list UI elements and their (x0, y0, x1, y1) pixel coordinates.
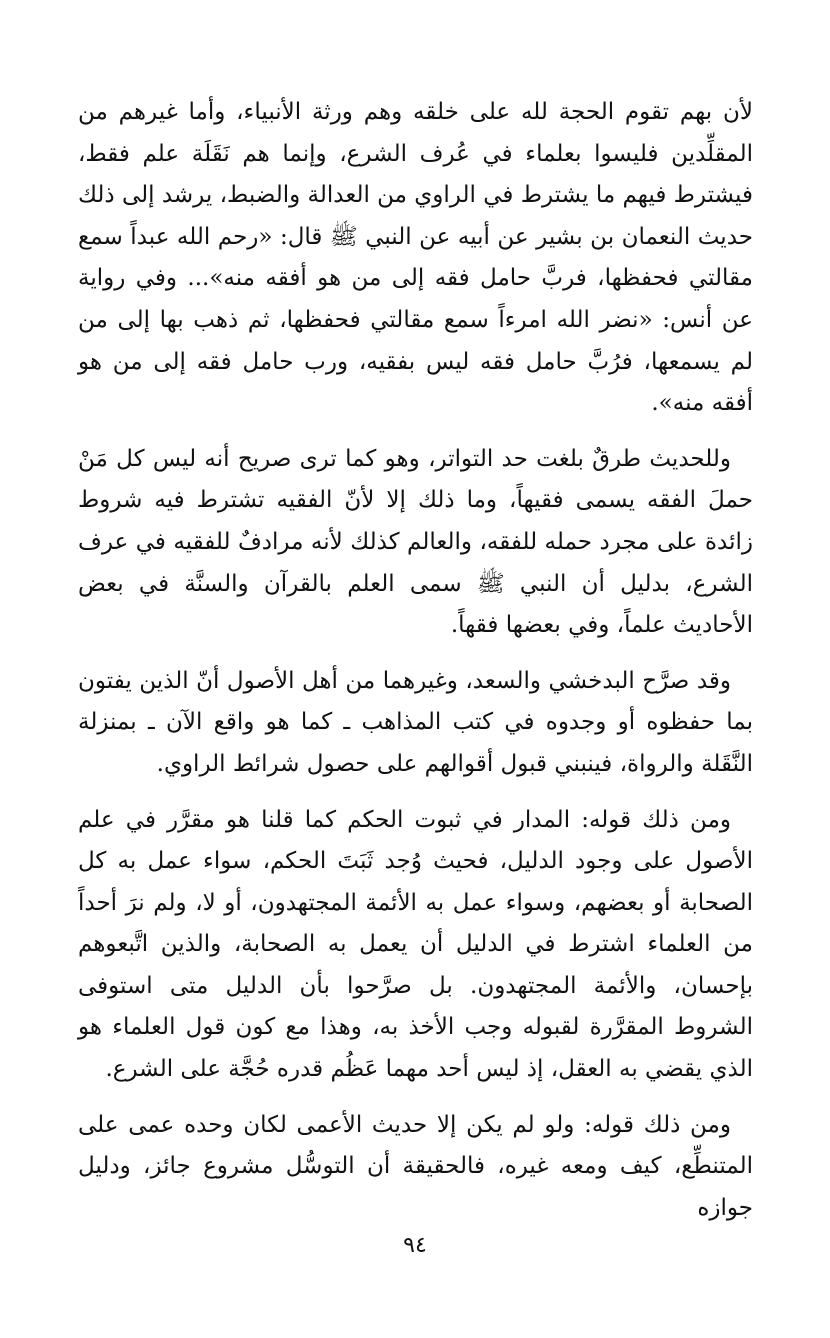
paragraph-5: ومن ذلك قوله: ولو لم يكن إلا حديث الأعمى لكان وحده عمى على المتنطِّع، كيف ومعه غيره، فالحقيقة أن التوسُّل مشروع جائز، ودليل جوازه (78, 1111, 753, 1221)
body-text (78, 92, 753, 1243)
paragraph-4: ومن ذلك قوله: المدار في ثبوت الحكم كما قلنا هو مقرَّر في علم الأصول على وجود الدليل، فحيث وُجد ثَبَتَ الحكم، سواء عمل به كل الصحابة أو بعضهم، وسواء عمل به الأئمة المجتهدون، أو لا، ولم نرَ أحداً من العلماء اشترط في الدليل أن يعمل به الصحابة، والذين اتَّبعوهم بإحسان، والأئمة المجتهدون. بل صرَّحوا بأن الدليل متى استوفى الشروط المقرَّرة لقبوله وجب الأخذ به، وهذا مع كون قول العلماء هو الذي يقضي به العقل، إذ ليس أحد مهما عَظُم قدره حُجَّة على الشرع. (78, 806, 753, 1083)
page-number: ٩٤ (403, 1233, 427, 1258)
paragraph-2: وللحديث طرقٌ بلغت حد التواتر، وهو كما ترى صريح أنه ليس كل مَنْ حملَ الفقه يسمى فقيهاً، وما ذلك إلا لأنّ الفقيه تشترط فيه شروط زائدة على مجرد حمله للفقه، والعالم كذلك لأنه مرادفٌ للفقيه في عرف الشرع، بدليل أن النبي ﷺ سمى العلم بالقرآن والسنَّة في بعض الأحاديث علماً، وفي بعضها فقهاً. (78, 445, 753, 639)
paragraph-3: وقد صرَّح البدخشي والسعد، وغيرهما من أهل الأصول أنّ الذين يفتون بما حفظوه أو وجدوه في كتب المذاهب ـ كما هو واقع الآن ـ بمنزلة النَّقَلة والرواة، فينبني قبول أقوالهم على حصول شرائط الراوي. (78, 667, 753, 777)
paragraph-1: لأن بهم تقوم الحجة لله على خلقه وهم ورثة الأنبياء، وأما غيرهم من المقلِّدين فليسوا بعلماء في عُرف الشرع، وإنما هم نَقَلَة علم فقط، فيشترط فيهم ما يشترط في الراوي من العدالة والضبط، يرشد إلى ذلك حديث النعمان بن بشير عن أبيه عن النبي ﷺ قال: «رحم الله عبداً سمع مقالتي فحفظها، فربَّ حامل فقه إلى من هو أفقه منه»... وفي رواية عن أنس: «نضر الله امرءاً سمع مقالتي فحفظها، ثم ذهب بها إلى من لم يسمعها، فرُبَّ حامل فقه ليس بفقيه، ورب حامل فقه إلى من هو أفقه منه». (78, 99, 753, 417)
